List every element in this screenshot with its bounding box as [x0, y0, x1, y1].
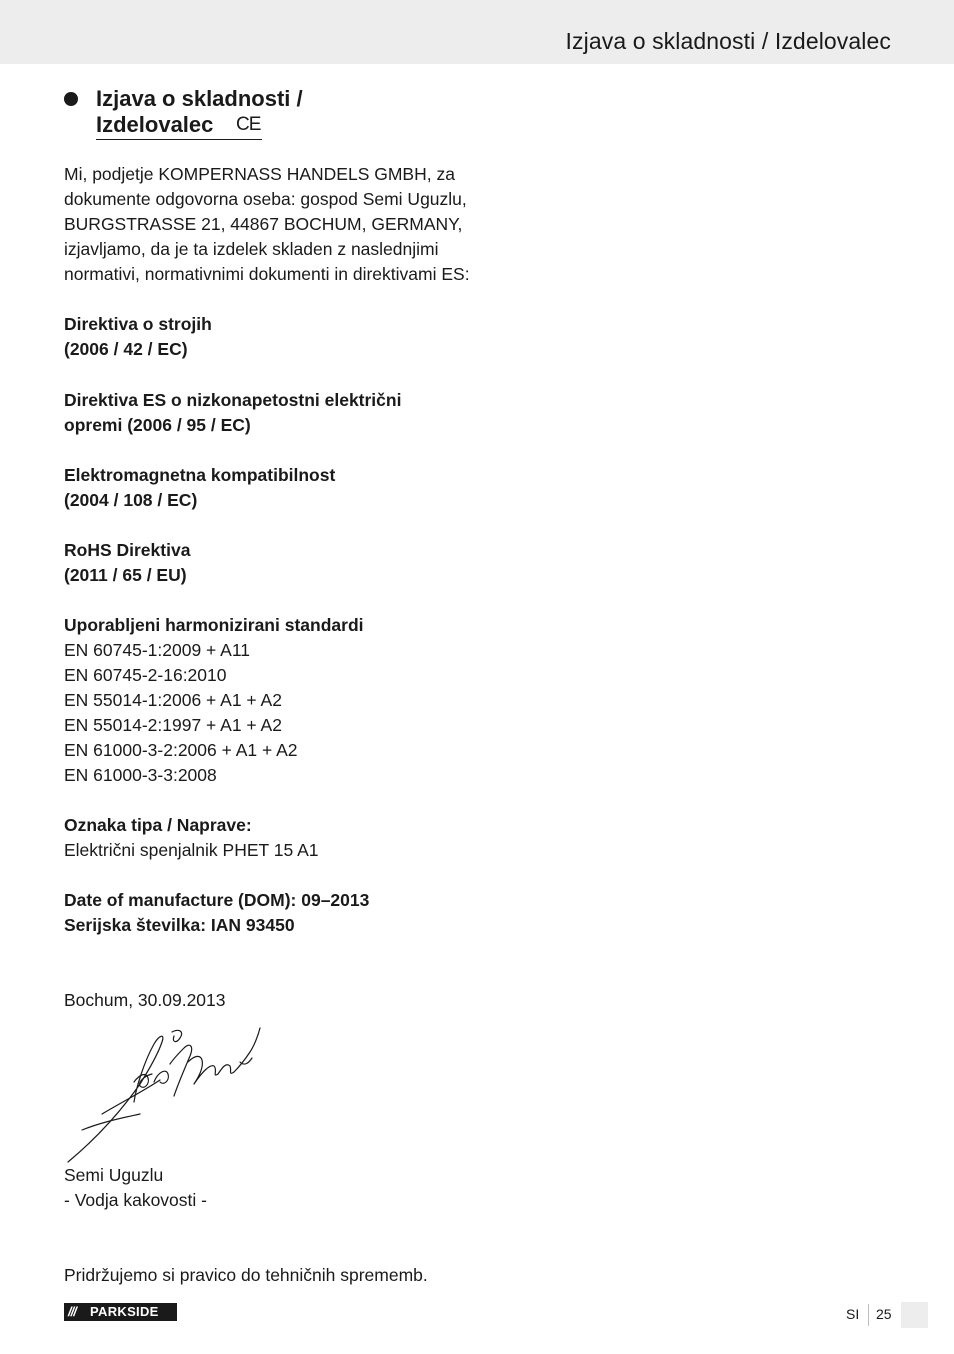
directive-code: opremi (2006 / 95 / EC)	[64, 415, 251, 435]
logo-stripes-icon: ///	[68, 1304, 76, 1319]
directive-title: Direktiva ES o nizkonapetostni električni	[64, 390, 402, 410]
serial-number: Serijska številka: IAN 93450	[64, 915, 295, 935]
intro-line: normativi, normativnimi dokumenti in direktivami ES:	[64, 264, 470, 284]
disclaimer-text: Pridržujemo si pravico do tehničnih sprememb.	[64, 1265, 428, 1285]
directive-title: RoHS Direktiva	[64, 540, 191, 560]
standard-item: EN 55014-1:2006 + A1 + A2	[64, 690, 282, 710]
header-bar	[0, 0, 954, 64]
standards-title: Uporabljeni harmonizirani standardi	[64, 615, 364, 635]
type-block	[64, 813, 484, 863]
signatory-block	[64, 1163, 484, 1213]
parkside-logo	[64, 1303, 177, 1321]
logo-text: PARKSIDE	[90, 1304, 159, 1319]
directive-title: Elektromagnetna kompatibilnost	[64, 465, 336, 485]
signature-image	[62, 1022, 272, 1168]
directive-code: (2011 / 65 / EU)	[64, 565, 187, 585]
place-date-text: Bochum, 30.09.2013	[64, 990, 226, 1010]
standard-item: EN 61000-3-2:2006 + A1 + A2	[64, 740, 298, 760]
standard-item: EN 55014-2:1997 + A1 + A2	[64, 715, 282, 735]
intro-line: dokumente odgovorna oseba: gospod Semi Uguzlu,	[64, 189, 467, 209]
manufacture-block	[64, 888, 484, 938]
signatory-role: - Vodja kakovosti -	[64, 1190, 207, 1210]
intro-line: BURGSTRASSE 21, 44867 BOCHUM, GERMANY,	[64, 214, 463, 234]
ce-mark-icon: CE	[236, 114, 261, 135]
directive-code: (2004 / 108 / EC)	[64, 490, 198, 510]
footer-language: SI	[846, 1306, 860, 1322]
directive-low-voltage	[64, 388, 484, 438]
directive-code: (2006 / 42 / EC)	[64, 339, 188, 359]
place-date	[64, 988, 484, 1013]
footer-divider	[868, 1304, 869, 1326]
standard-item: EN 60745-2-16:2010	[64, 665, 227, 685]
type-value: Električni spenjalnik PHET 15 A1	[64, 840, 319, 860]
intro-paragraph	[64, 162, 484, 287]
disclaimer	[64, 1263, 484, 1288]
type-title: Oznaka tipa / Naprave:	[64, 815, 252, 835]
heading-line-2: Izdelovalec	[96, 112, 214, 137]
standards-block	[64, 613, 484, 788]
directive-machinery	[64, 312, 484, 362]
page-number: 25	[876, 1306, 892, 1322]
directive-rohs	[64, 538, 484, 588]
manufacture-date: Date of manufacture (DOM): 09–2013	[64, 890, 370, 910]
bullet-icon	[64, 92, 78, 106]
intro-line: izjavljamo, da je ta izdelek skladen z naslednjimi	[64, 239, 439, 259]
standard-item: EN 60745-1:2009 + A11	[64, 640, 251, 660]
directive-title: Direktiva o strojih	[64, 314, 212, 334]
page-header-title: Izjava o skladnosti / Izdelovalec	[565, 28, 891, 54]
directive-emc	[64, 463, 484, 513]
heading-line-1: Izjava o skladnosti /	[96, 86, 303, 111]
footer-tab-marker	[901, 1302, 928, 1328]
standard-item: EN 61000-3-3:2008	[64, 765, 217, 785]
intro-line: Mi, podjetje KOMPERNASS HANDELS GMBH, za	[64, 164, 455, 184]
heading-underline	[96, 139, 262, 140]
signatory-name: Semi Uguzlu	[64, 1165, 164, 1185]
